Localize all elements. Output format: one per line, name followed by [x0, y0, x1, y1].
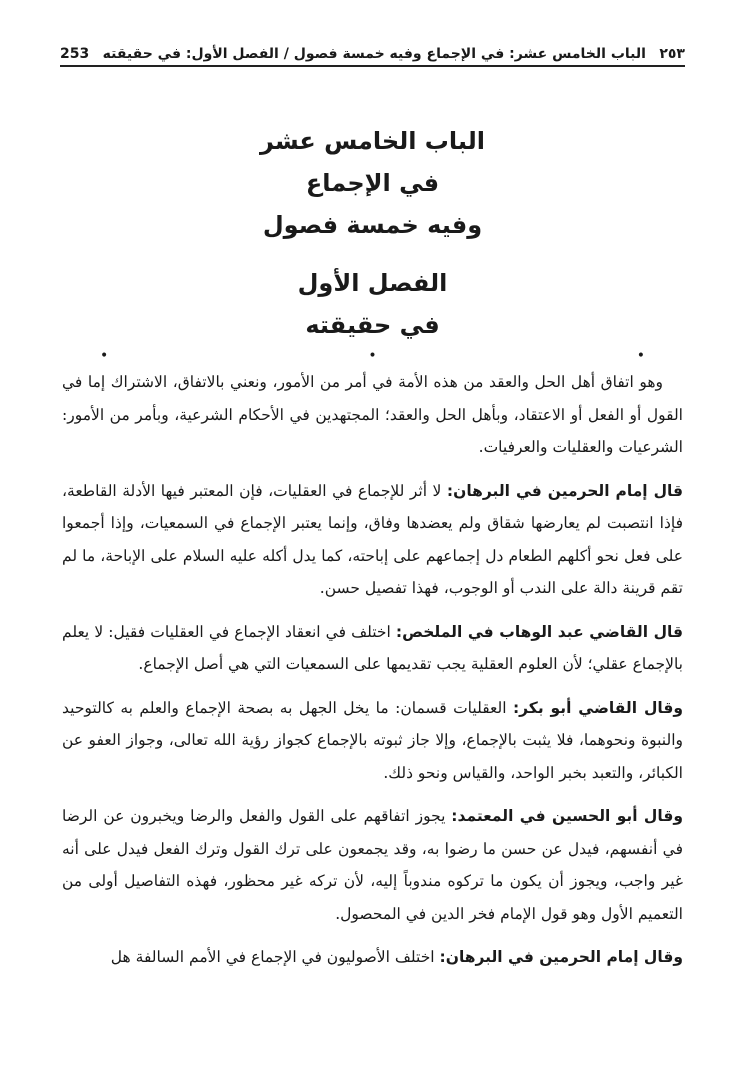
paragraph-lead: قال إمام الحرمين في البرهان: — [446, 481, 683, 500]
paragraph-lead: وقال أبو الحسين في المعتمد: — [451, 807, 683, 825]
paragraph-lead: قال القاضي عبد الوهاب في الملخص: — [395, 622, 683, 641]
ornament-separator — [100, 348, 645, 364]
chapter-sections: وفيه خمسة فصول — [262, 211, 483, 239]
paragraph-text: لا أثر للإجماع في العقليات، فإن المعتبر فيها الأدلة القاطعة، فإذا انتصبت لم يعارضها شقاق ولم يعضدها وفاق، وإنما يعتبر الإجماع في السمعيات، وإذا أجمعوا على فعل نحو أكلهم الطعام دل إجماعهم على إباحته، كما يدل أكله عليه السلام على الإباحة، ما لم تقم قرينة دالة على الندب أو الوجوب، فهذا تفصيل حسن. — [62, 481, 683, 597]
paragraph-text: يجوز اتفاقهم على القول والفعل والرضا ويخبرون عن الرضا في أنفسهم، فيدل عن حسن ما رضوا به، وقد يجمعون على ترك القول وترك الفعل فيدل على أنه غير واجب، ويجوز أن يكون ما تركوه مندوباً إليه، لأن تركه غير محظور، فهذه التفاصيل أولى من التعميم الأول وهو قول الإمام فخر الدين في المحصول. — [62, 807, 683, 923]
paragraph — [62, 366, 683, 464]
paragraph-text: وهو اتفاق أهل الحل والعقد من هذه الأمة في أمر من الأمور، ونعني بالاتفاق، الاشتراك إما في القول أو الفعل أو الاعتقاد، وبأهل الحل والعقد؛ المجتهدين في الأحكام الشرعية، وبأمر من الأمور: الشرعيات والعقليات والعرفيات. — [62, 373, 683, 456]
running-header — [60, 32, 685, 67]
paragraph — [62, 692, 683, 790]
paragraph — [62, 475, 683, 605]
paragraph-lead: وقال إمام الحرمين في البرهان: — [439, 948, 683, 966]
separator-dot: • — [100, 348, 109, 364]
paragraph — [62, 616, 683, 681]
chapter-titles — [0, 120, 745, 346]
chapter-subject: في الإجماع — [305, 169, 440, 197]
running-title: الباب الخامس عشر: في الإجماع وفيه خمسة فصول / الفصل الأول: في حقيقته — [102, 46, 646, 62]
body-text — [62, 366, 683, 985]
paragraph — [62, 941, 683, 974]
separator-dot: • — [636, 348, 645, 364]
paragraph-lead: وقال القاضي أبو بكر: — [512, 698, 683, 717]
paragraph-text: اختلف في انعقاد الإجماع في العقليات فقيل: لا يعلم بالإجماع عقلي؛ لأن العلوم العقلية يجب تقديمها على السمعيات التي هي أصل الإجماع. — [62, 622, 683, 673]
page-number: 253 — [60, 46, 90, 62]
separator-dot: • — [368, 348, 377, 364]
chapter-title: الباب الخامس عشر — [260, 127, 485, 155]
paragraph — [62, 800, 683, 930]
paragraph-text: العقليات قسمان: ما يخل الجهل به بصحة الإجماع والعلم به كالتوحيد والنبوة ونحوهما، فلا يثبت بالإجماع، وإلا جاز ثبوته بالإجماع كجواز رؤية الله تعالى، وجواز العفو عن الكبائر، والتعبد بخبر الواحد، والقياس ونحو ذلك. — [62, 698, 683, 782]
section-title: الفصل الأول — [297, 269, 448, 297]
page-number-arabic: ٢٥٣ — [659, 46, 685, 62]
paragraph-text: اختلف الأصوليون في الإجماع في الأمم السالفة هل — [110, 948, 440, 966]
section-subject: في حقيقته — [305, 311, 440, 339]
